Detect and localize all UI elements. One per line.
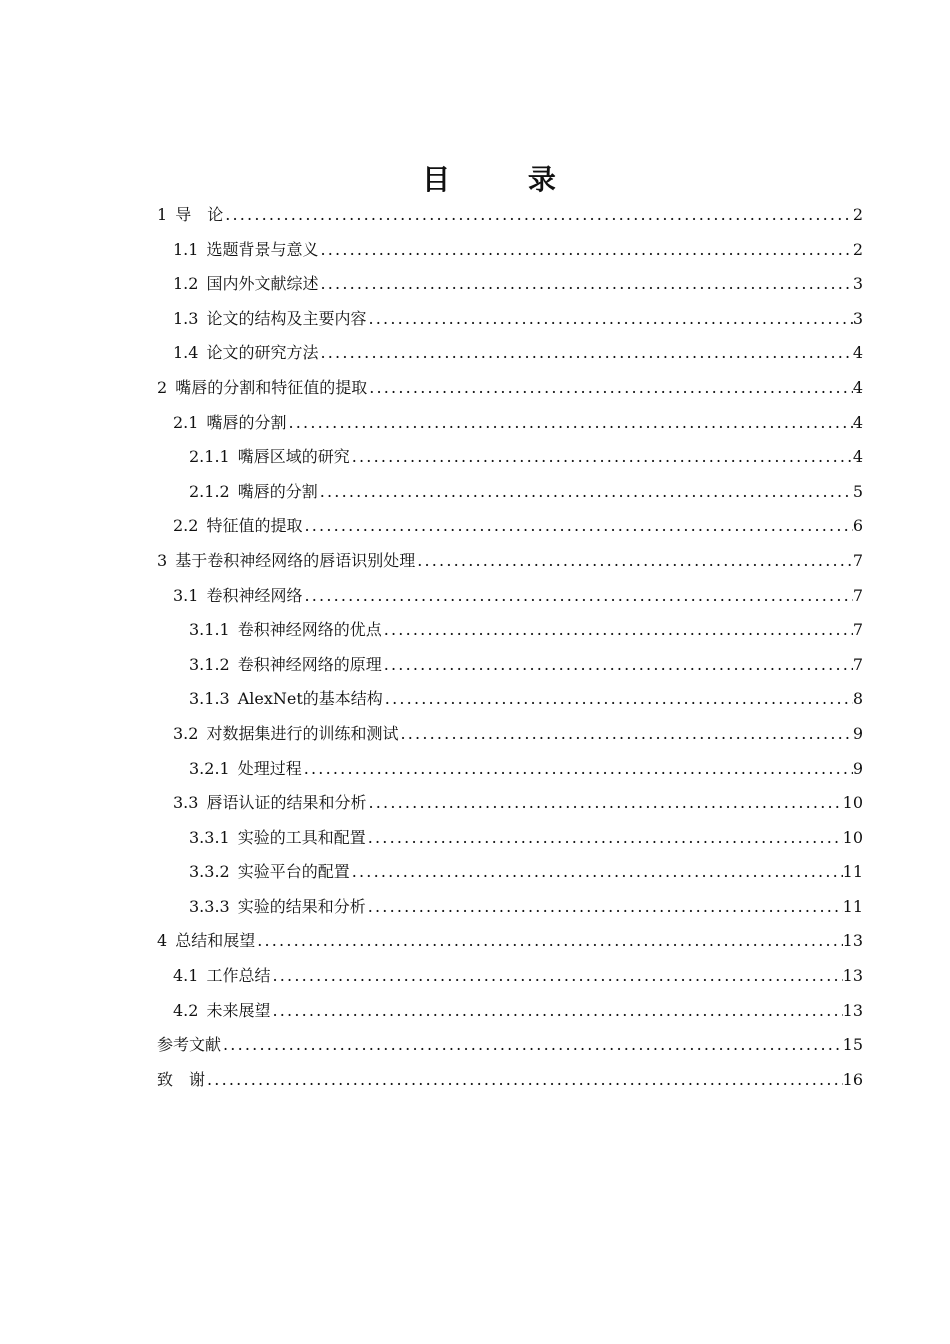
toc-entry-page-number: 4 (852, 412, 863, 432)
toc-dot-leader (382, 613, 853, 648)
toc-entry-page-number: 4 (852, 447, 863, 467)
toc-dot-leader (350, 855, 843, 890)
toc-entry[interactable] (157, 1063, 863, 1098)
toc-dot-leader (286, 406, 852, 441)
toc-dot-leader (318, 336, 852, 371)
toc-entry-number: 3.1 (173, 585, 199, 605)
toc-entry-page-number: 2 (852, 205, 863, 224)
toc-entry-number: 2.1.1 (189, 447, 230, 467)
toc-entry-page-number: 9 (852, 723, 863, 743)
page-title: 目 录 (422, 163, 590, 196)
toc-dot-leader (318, 475, 853, 510)
toc-entry[interactable] (157, 440, 863, 475)
toc-entry-number: 3.3.2 (189, 862, 230, 882)
toc-entry-title: 对数据集进行的训练和测试 (206, 723, 399, 743)
toc-entry-title: 选题背景与意义 (206, 239, 319, 259)
toc-entry-number: 1.3 (173, 308, 199, 328)
toc-entry-page-number: 3 (852, 274, 863, 294)
toc-dot-leader (302, 579, 852, 614)
toc-entry-title: 国内外文献综述 (206, 274, 319, 294)
toc-entry-number: 3.3.3 (189, 896, 230, 916)
toc-entry[interactable] (157, 406, 863, 441)
toc-dot-leader (223, 198, 853, 233)
toc-entry-page-number: 13 (842, 966, 863, 986)
toc-entry[interactable] (157, 371, 863, 406)
toc-dot-leader (270, 994, 842, 1029)
toc-entry-title: 致 谢 (157, 1069, 206, 1089)
toc-dot-leader (255, 924, 842, 959)
toc-dot-leader (415, 544, 853, 579)
toc-dot-leader (398, 717, 852, 752)
toc-entry-title: 嘴唇的分割 (237, 481, 318, 501)
toc-dot-leader (318, 267, 852, 302)
toc-entry-page-number: 13 (842, 931, 863, 951)
toc-dot-leader (366, 786, 842, 821)
toc-entry-page-number: 13 (842, 1000, 863, 1020)
toc-entry-number: 3.3.1 (189, 827, 230, 847)
toc-entry[interactable] (157, 717, 863, 752)
toc-entry[interactable] (157, 267, 863, 302)
toc-entry-number: 2 (157, 377, 168, 397)
toc-entry-page-number: 16 (842, 1069, 863, 1089)
toc-entry[interactable] (157, 1028, 863, 1063)
toc-entry-page-number: 9 (852, 758, 863, 778)
toc-entry-page-number: 5 (852, 481, 863, 501)
toc-entry-number: 4 (157, 931, 168, 951)
toc-entry-page-number: 11 (842, 896, 863, 916)
toc-entry-number: 3.2 (173, 723, 199, 743)
toc-entry-title: 导 论 (175, 205, 224, 224)
toc-entry[interactable] (157, 302, 863, 337)
toc-dot-leader (382, 648, 853, 683)
toc-entry-title: 未来展望 (206, 1000, 271, 1020)
toc-entry-number: 2.1 (173, 412, 199, 432)
toc-entry[interactable] (157, 924, 863, 959)
toc-entry-page-number: 7 (852, 654, 863, 674)
toc-entry-title: 论文的结构及主要内容 (206, 308, 367, 328)
toc-entry-number: 1 (157, 205, 168, 224)
toc-entry-title: 处理过程 (237, 758, 302, 778)
toc-entry-number: 2.2 (173, 516, 199, 536)
toc-entry[interactable] (157, 509, 863, 544)
toc-entry-page-number: 3 (852, 308, 863, 328)
toc-entry[interactable] (157, 475, 863, 510)
toc-dot-leader (302, 509, 852, 544)
toc-dot-leader (366, 302, 852, 337)
toc-entry-title: 卷积神经网络的优点 (237, 620, 382, 640)
toc-entry-title: 实验的工具和配置 (237, 827, 366, 847)
toc-entry-title: 总结和展望 (175, 931, 256, 951)
toc-entry-page-number: 8 (852, 689, 863, 709)
toc-entry[interactable] (157, 579, 863, 614)
toc-entry-number: 1.2 (173, 274, 199, 294)
toc-entry-number: 3.1.3 (189, 689, 230, 709)
toc-dot-leader (205, 1063, 843, 1098)
toc-entry-title: 唇语认证的结果和分析 (206, 793, 367, 813)
toc-dot-leader (350, 440, 853, 475)
toc-dot-leader (367, 371, 853, 406)
toc-entry[interactable] (157, 544, 863, 579)
toc-entry-number: 1.4 (173, 343, 199, 363)
toc-entry[interactable] (157, 752, 863, 787)
toc-entry-title: 嘴唇的分割 (206, 412, 287, 432)
toc-entry-title: 基于卷积神经网络的唇语识别处理 (175, 550, 416, 570)
toc-entry-title: 实验平台的配置 (237, 862, 350, 882)
toc-dot-leader (366, 890, 843, 925)
toc-entry-number: 3.2.1 (189, 758, 230, 778)
toc-entry-number: 2.1.2 (189, 481, 230, 501)
toc-entry-page-number: 4 (852, 343, 863, 363)
toc-entry-title: 实验的结果和分析 (237, 896, 366, 916)
table-of-contents (157, 198, 863, 1097)
toc-entry-number: 3.3 (173, 793, 199, 813)
toc-dot-leader (302, 752, 853, 787)
toc-entry-page-number: 15 (842, 1035, 863, 1055)
toc-dot-leader (318, 233, 852, 268)
toc-entry[interactable] (157, 890, 863, 925)
toc-entry[interactable] (157, 682, 863, 717)
toc-dot-leader (366, 821, 843, 856)
toc-entry-page-number: 7 (852, 585, 863, 605)
toc-entry-page-number: 10 (842, 793, 863, 813)
toc-entry-title: AlexNet的基本结构 (237, 689, 383, 709)
toc-entry[interactable] (157, 198, 863, 233)
toc-entry-title: 卷积神经网络的原理 (237, 654, 382, 674)
toc-entry-title: 特征值的提取 (206, 516, 303, 536)
toc-dot-leader (270, 959, 842, 994)
toc-entry-page-number: 11 (842, 862, 863, 882)
toc-entry[interactable] (157, 613, 863, 648)
toc-entry[interactable] (157, 648, 863, 683)
toc-entry-page-number: 7 (852, 620, 863, 640)
toc-entry-page-number: 6 (852, 516, 863, 536)
toc-entry-title: 嘴唇的分割和特征值的提取 (175, 377, 368, 397)
toc-entry-page-number: 2 (852, 239, 863, 259)
toc-entry-number: 3 (157, 550, 168, 570)
toc-entry-number: 3.1.1 (189, 620, 230, 640)
toc-entry[interactable] (157, 233, 863, 268)
toc-entry-number: 4.2 (173, 1000, 199, 1020)
toc-entry[interactable] (157, 821, 863, 856)
toc-entry-title: 嘴唇区域的研究 (237, 447, 350, 467)
toc-entry[interactable] (157, 786, 863, 821)
toc-entry[interactable] (157, 959, 863, 994)
toc-entry-number: 1.1 (173, 239, 199, 259)
toc-entry-title: 工作总结 (206, 966, 271, 986)
toc-entry-number: 3.1.2 (189, 654, 230, 674)
toc-entry[interactable] (157, 994, 863, 1029)
toc-dot-leader (383, 682, 853, 717)
toc-entry-page-number: 7 (852, 550, 863, 570)
toc-entry-number: 4.1 (173, 966, 199, 986)
toc-entry-title: 论文的研究方法 (206, 343, 319, 363)
toc-entry-page-number: 4 (852, 377, 863, 397)
toc-entry-page-number: 10 (842, 827, 863, 847)
toc-entry-title: 卷积神经网络 (206, 585, 303, 605)
toc-entry[interactable] (157, 855, 863, 890)
toc-dot-leader (221, 1028, 843, 1063)
toc-entry[interactable] (157, 336, 863, 371)
toc-entry-title: 参考文献 (157, 1035, 222, 1055)
